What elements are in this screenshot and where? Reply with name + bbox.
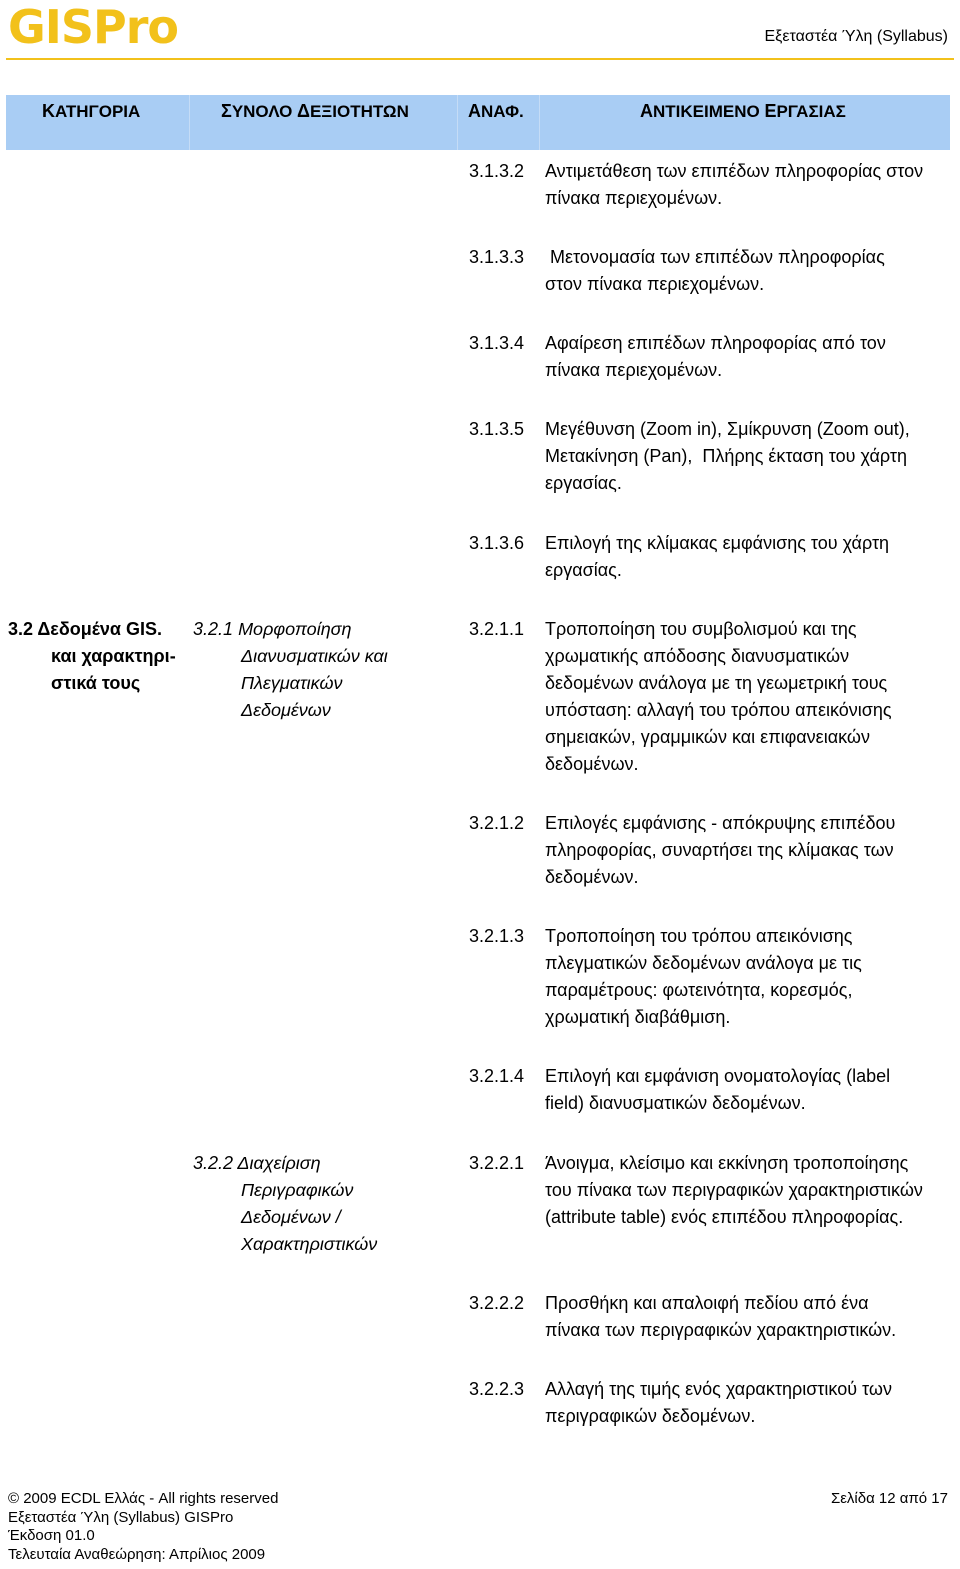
item-description-line: εργασίας. xyxy=(545,560,622,580)
item-description-line: Επιλογή και εμφάνιση ονοματολογίας (label xyxy=(545,1066,891,1086)
category-line: και χαρακτηρι- xyxy=(51,646,176,666)
revision-text: Τελευταία Αναθεώρηση: Απρίλιος 2009 xyxy=(8,1545,266,1563)
item-description-line: Τροποποίηση του συμβολισμού και της xyxy=(545,619,857,639)
item-description xyxy=(545,416,950,497)
item-description-line: χρωματικής απόδοσης διανυσματικών xyxy=(545,646,850,666)
item-description-line: field) διανυσματικών δεδομένων. xyxy=(545,1093,806,1113)
skill-set-line: Δεδομένων xyxy=(241,700,331,720)
skill-set-line: Δεδομένων / xyxy=(241,1207,341,1227)
item-description-line: στον πίνακα περιεχομένων. xyxy=(545,274,765,294)
category-line: στικά τους xyxy=(51,673,141,693)
item-ref-number: 3.2.1.2 xyxy=(469,813,525,833)
item-description-line: Αλλαγή της τιμής ενός χαρακτηριστικού των xyxy=(545,1379,892,1399)
gispro-logo: GISPro xyxy=(8,0,179,54)
item-ref-number: 3.2.2.1 xyxy=(469,1153,525,1173)
item-description xyxy=(545,923,950,1031)
document-title: Εξεταστέα Ύλη (Syllabus) xyxy=(764,28,948,45)
item-description-line: περιγραφικών δεδομένων. xyxy=(545,1406,756,1426)
skill-set-line: Διανυσματικών και xyxy=(241,646,388,666)
item-description xyxy=(545,530,950,584)
item-ref-number: 3.1.3.5 xyxy=(469,419,525,439)
skill-set-code: 3.2.1 xyxy=(193,619,234,639)
column-header-skill-set: ΣΥΝΟΛΟ ΔΕΞΙΟΤΗΤΩΝ xyxy=(221,101,409,121)
item-description-line: πίνακα περιεχομένων. xyxy=(545,188,723,208)
version-text: Έκδοση 01.0 xyxy=(8,1527,95,1544)
item-description-line: πίνακα των περιγραφικών χαρακτηριστικών. xyxy=(545,1320,897,1340)
item-description xyxy=(545,1150,950,1231)
item-description-line: Τροποποίηση του τρόπου απεικόνισης xyxy=(545,926,853,946)
category-title: 3.2 Δεδομένα GIS. xyxy=(8,619,162,639)
item-ref-number: 3.2.1.3 xyxy=(469,926,525,946)
item-description-line: εργασίας. xyxy=(545,473,622,493)
item-description-line: δεδομένων ανάλογα με τη γεωμετρική τους xyxy=(545,673,888,693)
skill-set-line: Περιγραφικών xyxy=(241,1180,354,1200)
item-description-line: Αντιμετάθεση των επιπέδων πληροφορίας στον xyxy=(545,161,924,181)
item-description-line: παραμέτρους: φωτεινότητα, κορεσμός, xyxy=(545,980,853,1000)
skill-set-code: 3.2.2 xyxy=(193,1153,234,1173)
footer-left xyxy=(8,1490,278,1564)
column-divider xyxy=(457,95,458,150)
item-ref-number: 3.2.2.2 xyxy=(469,1293,525,1313)
item-description-line: Μετονομασία των επιπέδων πληροφορίας xyxy=(545,247,885,267)
item-description-line: Αφαίρεση επιπέδων πληροφορίας από τον xyxy=(545,333,886,353)
item-ref-number: 3.2.2.3 xyxy=(469,1379,525,1399)
item-description xyxy=(545,1063,950,1117)
item-description-line: Άνοιγμα, κλείσιμο και εκκίνηση τροποποίησης xyxy=(545,1153,909,1173)
item-description-line: σημειακών, γραμμικών και επιφανειακών xyxy=(545,727,870,747)
item-description xyxy=(545,1290,950,1344)
item-description-line: πληροφορίας, συναρτήσει της κλίμακας των xyxy=(545,840,894,860)
item-description xyxy=(545,244,950,298)
item-ref-number: 3.1.3.6 xyxy=(469,533,525,553)
item-description-line: χρωματική διαβάθμιση. xyxy=(545,1007,731,1027)
item-description-line: Επιλογή της κλίμακας εμφάνισης του χάρτη xyxy=(545,533,890,553)
item-description-line: δεδομένων. xyxy=(545,867,639,887)
column-divider xyxy=(189,95,190,150)
item-description xyxy=(545,330,950,384)
item-description xyxy=(545,616,950,778)
skill-set-title: Διαχείριση xyxy=(237,1153,321,1173)
item-description-line: Μεγέθυνση (Zoom in), Σμίκρυνση (Zoom out), xyxy=(545,419,910,439)
item-description xyxy=(545,158,950,212)
item-description-line: υπόσταση: αλλαγή του τρόπου απεικόνισης xyxy=(545,700,892,720)
column-divider xyxy=(539,95,540,150)
item-description-line: Μετακίνηση (Pan), Πλήρης έκταση του χάρτη xyxy=(545,446,907,466)
item-description-line: δεδομένων. xyxy=(545,754,639,774)
item-description xyxy=(545,810,950,891)
footer-document-name: Εξεταστέα Ύλη (Syllabus) GISPro xyxy=(8,1508,234,1526)
page-number: Σελίδα 12 από 17 xyxy=(830,1490,948,1507)
item-ref-number: 3.1.3.3 xyxy=(469,247,525,267)
skill-set-line: Χαρακτηριστικών xyxy=(241,1234,378,1254)
column-header-category: ΚΑΤΗΓΟΡΙΑ xyxy=(42,101,141,121)
item-description xyxy=(545,1376,950,1430)
skill-set-line: Πλεγματικών xyxy=(241,673,343,693)
column-header-ref: ΑΝΑΦ. xyxy=(468,101,524,121)
skill-set-title: Μορφοποίηση xyxy=(238,619,352,639)
item-description-line: (attribute table) ενός επιπέδου πληροφορίας. xyxy=(545,1207,904,1227)
item-description-line: Επιλογές εμφάνισης - απόκρυψης επιπέδου xyxy=(545,813,896,833)
item-description-line: Προσθήκη και απαλοιφή πεδίου από ένα xyxy=(545,1293,869,1313)
skill-set-cell xyxy=(193,1150,458,1258)
item-ref-number: 3.1.3.4 xyxy=(469,333,525,353)
item-description-line: πλεγματικών δεδομένων ανάλογα με τις xyxy=(545,953,862,973)
skill-set-cell xyxy=(193,616,458,724)
item-ref-number: 3.1.3.2 xyxy=(469,161,525,181)
item-description-line: του πίνακα των περιγραφικών χαρακτηριστικών xyxy=(545,1180,923,1200)
header-divider xyxy=(6,58,954,60)
column-header-task-item: ΑΝΤΙΚΕΙΜΕΝΟ ΕΡΓΑΣΙΑΣ xyxy=(640,101,846,121)
item-ref-number: 3.2.1.4 xyxy=(469,1066,525,1086)
copyright-text: © 2009 ECDL Ελλάς - All rights reserved xyxy=(8,1490,279,1507)
item-ref-number: 3.2.1.1 xyxy=(469,619,525,639)
category-cell xyxy=(8,616,188,697)
item-description-line: πίνακα περιεχομένων. xyxy=(545,360,723,380)
table-header xyxy=(6,95,950,150)
